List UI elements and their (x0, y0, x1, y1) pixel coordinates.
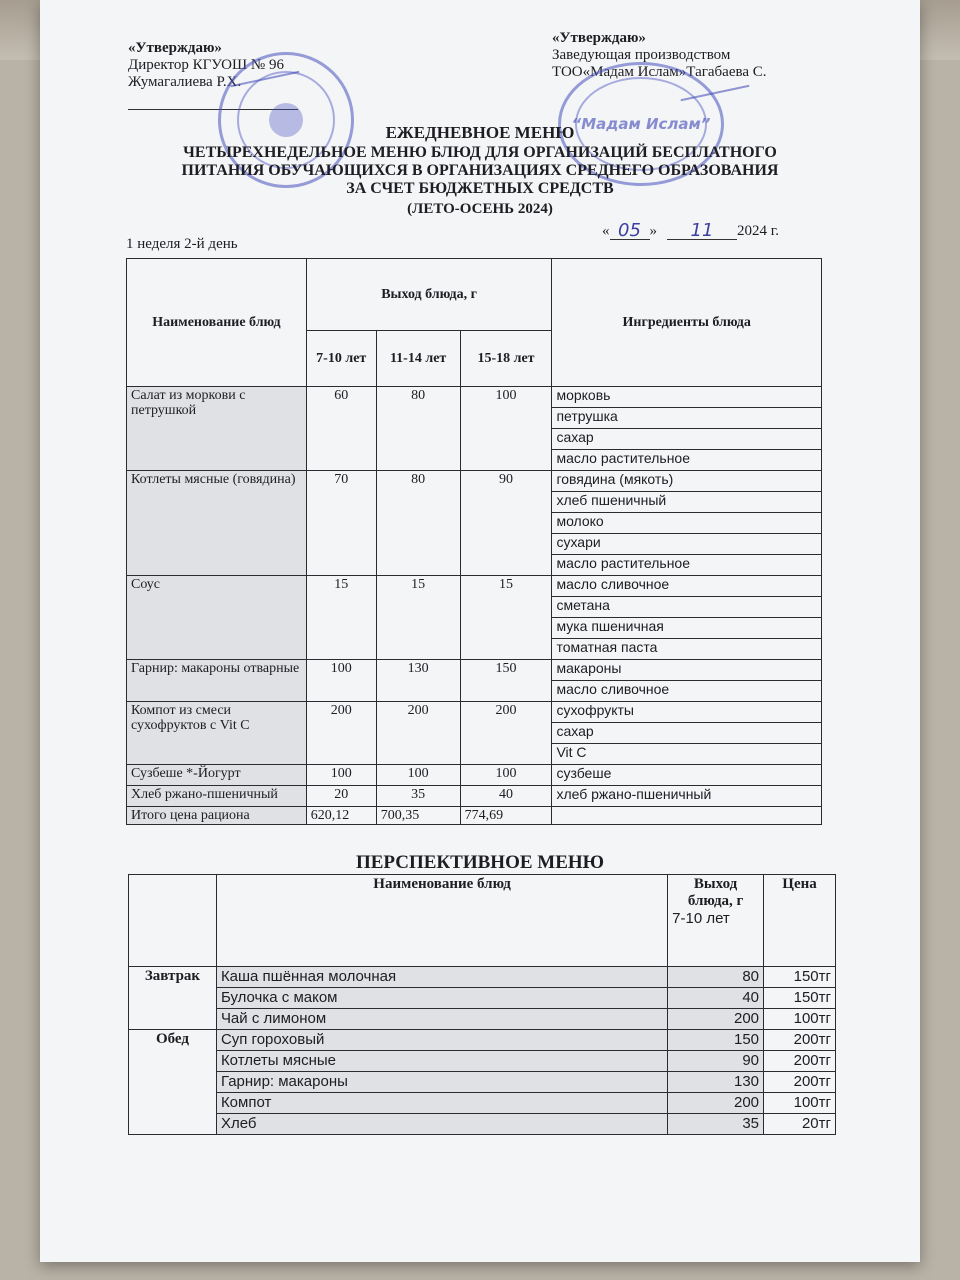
dish-yield-y2: 35 (376, 786, 460, 807)
dish-yield-y3: 150 (460, 660, 552, 702)
meal-label: Завтрак (129, 967, 217, 1030)
ingredient: мука пшеничная (552, 618, 822, 639)
dish-yield-y1: 15 (306, 576, 376, 660)
perspective-dish-yield: 80 (668, 967, 764, 988)
dish-yield-y1: 70 (306, 471, 376, 576)
total-label: Итого цена рациона (127, 807, 307, 825)
left-approver-position: Директор КГУОШ № 96 (128, 57, 284, 73)
right-approver-name: ТОО«Мадам Ислам»Тагабаева С. (552, 64, 767, 80)
perspective-yield-header (668, 875, 764, 967)
total-value-y2: 700,35 (376, 807, 460, 825)
total-value-y3: 774,69 (460, 807, 552, 825)
ingredient: морковь (552, 387, 822, 408)
perspective-dish-name: Компот (216, 1093, 667, 1114)
table-row (127, 471, 822, 492)
meal-label: Обед (129, 1030, 217, 1135)
title-line-3: ПИТАНИЯ ОБУЧАЮЩИХСЯ В ОРГАНИЗАЦИЯХ СРЕДНЕГО ОБРАЗОВАНИЯ (181, 162, 779, 179)
dish-yield-y2: 15 (376, 576, 460, 660)
ingredient: сметана (552, 597, 822, 618)
ingredient: сахар (552, 429, 822, 450)
perspective-dish-price: 150тг (764, 967, 836, 988)
table-row (129, 1072, 836, 1093)
left-approver-name: Жумагалиева Р.Х. (128, 74, 242, 90)
ingredient: масло сливочное (552, 576, 822, 597)
perspective-age-label: 7-10 лет (672, 910, 730, 927)
dish-yield-y3: 100 (460, 765, 552, 786)
col-yield-header: Выход блюда, г (306, 259, 552, 331)
title-line-4: ЗА СЧЕТ БЮДЖЕТНЫХ СРЕДСТВ (346, 180, 614, 197)
ingredient: молоко (552, 513, 822, 534)
dish-yield-y2: 80 (376, 387, 460, 471)
ingredient: сахар (552, 723, 822, 744)
table-row (129, 1114, 836, 1135)
daily-menu-table (126, 258, 822, 825)
menu-document (40, 0, 920, 1262)
perspective-dish-price: 200тг (764, 1051, 836, 1072)
ingredient: масло растительное (552, 450, 822, 471)
ingredient: сузбеше (552, 765, 822, 786)
total-row (127, 807, 822, 825)
date-line (602, 222, 779, 240)
dish-yield-y2: 100 (376, 765, 460, 786)
dish-yield-y2: 80 (376, 471, 460, 576)
perspective-dish-name: Суп гороховый (216, 1030, 667, 1051)
perspective-dish-price: 100тг (764, 1009, 836, 1030)
col-age-15-18: 15-18 лет (460, 331, 552, 387)
total-value-y1: 620,12 (306, 807, 376, 825)
perspective-dish-yield: 130 (668, 1072, 764, 1093)
perspective-dish-price: 100тг (764, 1093, 836, 1114)
dish-name: Компот из смеси сухофруктов с Vit C (127, 702, 307, 765)
dish-yield-y1: 200 (306, 702, 376, 765)
table-row (127, 660, 822, 681)
table-row (127, 765, 822, 786)
table-row (129, 1093, 836, 1114)
perspective-menu-body (129, 967, 836, 1135)
perspective-yield-label: Выход блюда, г (687, 876, 744, 909)
date-open-quote: « (602, 223, 610, 239)
dish-name: Соус (127, 576, 307, 660)
daily-menu-body (127, 387, 822, 825)
perspective-title: ПЕРСПЕКТИВНОЕ МЕНЮ (355, 852, 605, 873)
dish-name: Салат из моркови с петрушкой (127, 387, 307, 471)
dish-yield-y2: 200 (376, 702, 460, 765)
right-approver-position: Заведующая производством (552, 47, 731, 63)
perspective-dish-yield: 200 (668, 1093, 764, 1114)
perspective-dish-price: 20тг (764, 1114, 836, 1135)
ingredient: масло растительное (552, 555, 822, 576)
ingredient: сухари (552, 534, 822, 555)
right-approve-label: «Утверждаю» (552, 30, 646, 46)
ingredient: говядина (мякоть) (552, 471, 822, 492)
dish-name: Гарнир: макароны отварные (127, 660, 307, 702)
perspective-dish-header: Наименование блюд (216, 875, 667, 967)
dish-yield-y3: 40 (460, 786, 552, 807)
dish-yield-y3: 200 (460, 702, 552, 765)
col-ingredients-header: Ингредиенты блюда (552, 259, 822, 387)
dish-yield-y3: 90 (460, 471, 552, 576)
dish-yield-y3: 15 (460, 576, 552, 660)
ingredient: Vit C (552, 744, 822, 765)
date-close-quote: » (649, 223, 657, 239)
perspective-dish-name: Булочка с маком (216, 988, 667, 1009)
ingredient: хлеб пшеничный (552, 492, 822, 513)
ingredient: хлеб ржано-пшеничный (552, 786, 822, 807)
ingredient: сухофрукты (552, 702, 822, 723)
table-row (129, 1009, 836, 1030)
dish-yield-y1: 60 (306, 387, 376, 471)
page-title: ЕЖЕДНЕВНОЕ МЕНЮ (385, 123, 575, 142)
perspective-menu-table (128, 874, 836, 1135)
date-month: 11 (667, 222, 737, 240)
week-day-label: 1 неделя 2-й день (126, 236, 238, 252)
company-stamp-text: “Мадам Ислам” (571, 115, 711, 133)
dish-yield-y1: 100 (306, 765, 376, 786)
perspective-dish-price: 200тг (764, 1030, 836, 1051)
dish-name: Сузбеше *-Йогурт (127, 765, 307, 786)
dish-yield-y3: 100 (460, 387, 552, 471)
table-row (129, 988, 836, 1009)
perspective-dish-price: 200тг (764, 1072, 836, 1093)
ingredient: петрушка (552, 408, 822, 429)
table-row (127, 786, 822, 807)
perspective-price-header: Цена (764, 875, 836, 967)
ingredient: масло сливочное (552, 681, 822, 702)
col-age-11-14: 11-14 лет (376, 331, 460, 387)
ingredient: макароны (552, 660, 822, 681)
total-empty-cell (552, 807, 822, 825)
perspective-dish-yield: 150 (668, 1030, 764, 1051)
col-age-7-10: 7-10 лет (306, 331, 376, 387)
perspective-dish-name: Каша пшённая молочная (216, 967, 667, 988)
dish-yield-y1: 100 (306, 660, 376, 702)
perspective-dish-name: Чай с лимоном (216, 1009, 667, 1030)
perspective-dish-name: Гарнир: макароны (216, 1072, 667, 1093)
perspective-dish-name: Котлеты мясные (216, 1051, 667, 1072)
dish-name: Хлеб ржано-пшеничный (127, 786, 307, 807)
title-line-5: (ЛЕТО-ОСЕНЬ 2024) (407, 201, 553, 217)
table-row (129, 1051, 836, 1072)
left-approve-label: «Утверждаю» (128, 40, 222, 56)
perspective-meal-header (129, 875, 217, 967)
perspective-dish-name: Хлеб (216, 1114, 667, 1135)
col-dish-header: Наименование блюд (127, 259, 307, 387)
perspective-dish-yield: 40 (668, 988, 764, 1009)
perspective-dish-yield: 200 (668, 1009, 764, 1030)
dish-yield-y1: 20 (306, 786, 376, 807)
dish-name: Котлеты мясные (говядина) (127, 471, 307, 576)
title-line-2: ЧЕТЫРЕХНЕДЕЛЬНОЕ МЕНЮ БЛЮД ДЛЯ ОРГАНИЗАЦИЙ БЕСПЛАТНОГО (183, 144, 777, 161)
table-row (127, 702, 822, 723)
dish-yield-y2: 130 (376, 660, 460, 702)
table-row (129, 1030, 836, 1051)
perspective-dish-yield: 90 (668, 1051, 764, 1072)
table-row (129, 967, 836, 988)
table-row (127, 387, 822, 408)
date-year: 2024 г. (737, 223, 779, 239)
ingredient: томатная паста (552, 639, 822, 660)
perspective-dish-yield: 35 (668, 1114, 764, 1135)
perspective-dish-price: 150тг (764, 988, 836, 1009)
date-day: 05 (610, 222, 650, 240)
table-row (127, 576, 822, 597)
